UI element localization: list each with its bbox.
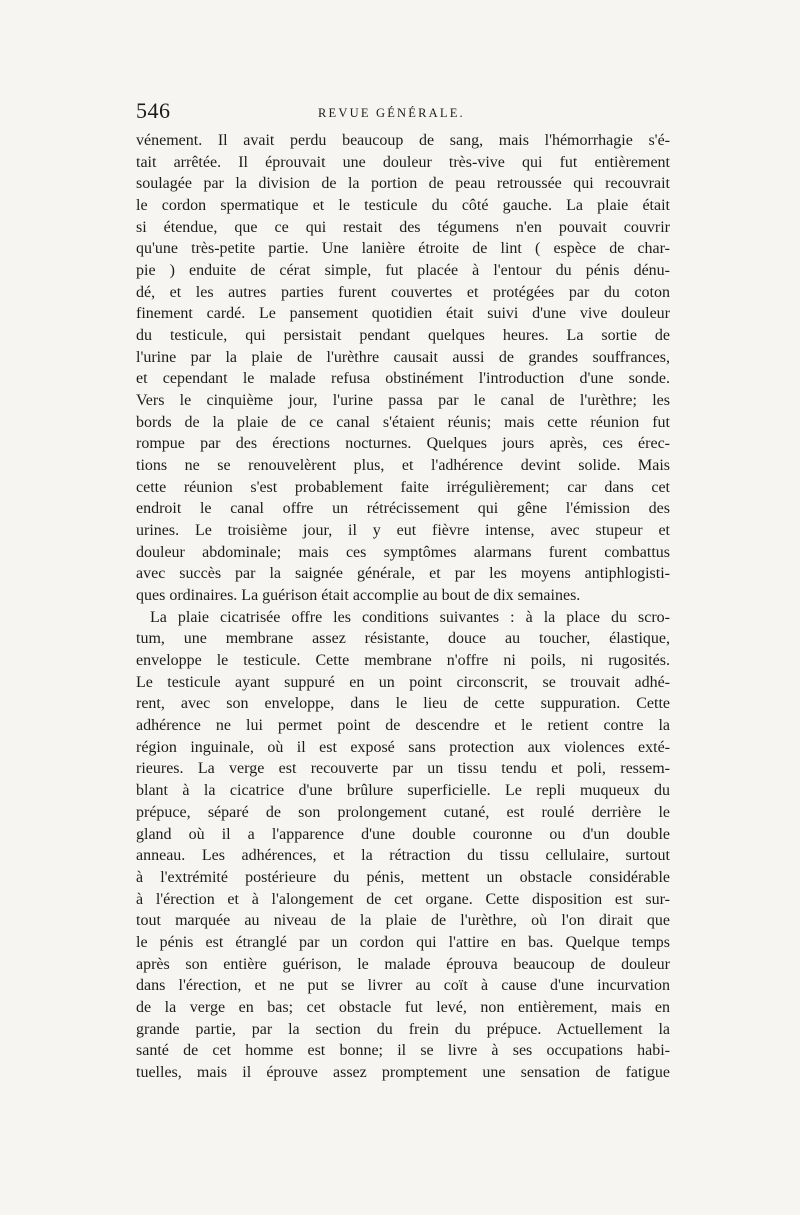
text-line: cette réunion s'est probablement faite irrégulièrement; car dans cet <box>136 478 670 496</box>
text-line: gland où il a l'apparence d'une double couronne ou d'un double <box>136 825 670 843</box>
text-line: douleur abdominale; mais ces symptômes alarmans furent combattus <box>136 543 670 561</box>
text-line: le pénis est étranglé par un cordon qui l'attire en bas. Quelque temps <box>136 933 670 951</box>
text-line: région inguinale, où il est exposé sans protection aux violences exté- <box>136 738 670 756</box>
text-line: prépuce, séparé de son prolongement cutané, est roulé derrière le <box>136 803 670 821</box>
text-line: pie ) enduite de cérat simple, fut placée à l'entour du pénis dénu- <box>136 262 670 280</box>
text-line: rieures. La verge est recouverte par un tissu tendu et poli, ressem- <box>136 760 670 778</box>
running-title: REVUE GÉNÉRALE. <box>318 106 465 120</box>
body-text <box>136 130 670 1084</box>
text-line: endroit le canal offre un rétrécissement qui gêne l'émission des <box>136 500 670 518</box>
text-line: blant à la cicatrice d'une brûlure superficielle. Le repli muqueux du <box>136 782 670 800</box>
text-line: après son entière guérison, le malade éprouva beaucoup de douleur <box>136 955 670 973</box>
text-line: finement cardé. Le pansement quotidien était suivi d'une vive douleur <box>136 305 670 323</box>
text-line: urines. Le troisième jour, il y eut fièvre intense, avec stupeur et <box>136 522 670 540</box>
text-line: anneau. Les adhérences, et la rétraction du tissu cellulaire, surtout <box>136 847 670 865</box>
text-line: tum, une membrane assez résistante, douce au toucher, élastique, <box>136 630 670 648</box>
text-line: et cependant le malade refusa obstinément l'introduction d'une sonde. <box>136 370 670 388</box>
text-line: vénement. Il avait perdu beaucoup de sang, mais l'hémorrhagie s'é- <box>136 132 670 149</box>
text-line: si étendue, que ce qui restait des tégumens n'en pouvait couvrir <box>136 218 670 236</box>
page-number: 546 <box>136 98 171 123</box>
text-line: dans l'érection, et ne put se livrer au coït à cause d'une incurvation <box>136 977 670 995</box>
text-line: bords de la plaie de ce canal s'étaient réunis; mais cette réunion fut <box>136 413 670 431</box>
text-line: avec succès par la saignée générale, et par les moyens antiphlogisti- <box>136 565 670 583</box>
text-line: ques ordinaires. La guérison était accomplie au bout de dix semaines. <box>136 587 581 605</box>
text-line: Le testicule ayant suppuré en un point circonscrit, se trouvait adhé- <box>136 673 670 691</box>
text-line: à l'extrémité postérieure du pénis, mettent un obstacle considérable <box>136 868 670 886</box>
text-line: santé de cet homme est bonne; il se livre à ses occupations habi- <box>136 1042 670 1060</box>
text-line: qu'une très-petite partie. Une lanière étroite de lint ( espèce de char- <box>136 240 670 258</box>
page-header <box>136 96 670 130</box>
text-line: de la verge en bas; cet obstacle fut levé, non entièrement, mais en <box>136 998 670 1016</box>
text-line: du testicule, qui persistait pendant quelques heures. La sortie de <box>136 327 670 345</box>
text-line: adhérence ne lui permet point de descendre et le retient contre la <box>136 717 670 735</box>
text-line: tions ne se renouvelèrent plus, et l'adhérence devint solide. Mais <box>136 457 670 475</box>
text-line: enveloppe le testicule. Cette membrane n'offre ni poils, ni rugosités. <box>136 652 670 670</box>
text-line: tait arrêtée. Il éprouvait une douleur très-vive qui fut entièrement <box>136 153 670 171</box>
text-line: rompue par des érections nocturnes. Quelques jours après, ces érec- <box>136 435 670 453</box>
text-line: rent, avec son enveloppe, dans le lieu de cette suppuration. Cette <box>136 695 670 713</box>
text-line: à l'érection et à l'alongement de cet organe. Cette disposition est sur- <box>136 890 670 908</box>
text-line: l'urine par la plaie de l'urèthre causait aussi de grandes souffrances, <box>136 348 670 366</box>
text-line: La plaie cicatrisée offre les conditions suivantes : à la place du scro- <box>150 608 670 626</box>
text-line: tuelles, mais il éprouve assez promptement une sensation de fatigue <box>136 1063 670 1081</box>
text-line: tout marquée au niveau de la plaie de l'urèthre, où l'on dirait que <box>136 912 670 930</box>
text-line: le cordon spermatique et le testicule du côté gauche. La plaie était <box>136 197 670 215</box>
document-page <box>136 96 670 1084</box>
text-line: dé, et les autres parties furent couvertes et protégées par du coton <box>136 283 670 301</box>
text-line: grande partie, par la section du frein du prépuce. Actuellement la <box>136 1020 670 1038</box>
text-line: soulagée par la division de la portion de peau retroussée qui recouvrait <box>136 175 670 193</box>
text-line: Vers le cinquième jour, l'urine passa par le canal de l'urèthre; les <box>136 392 670 410</box>
